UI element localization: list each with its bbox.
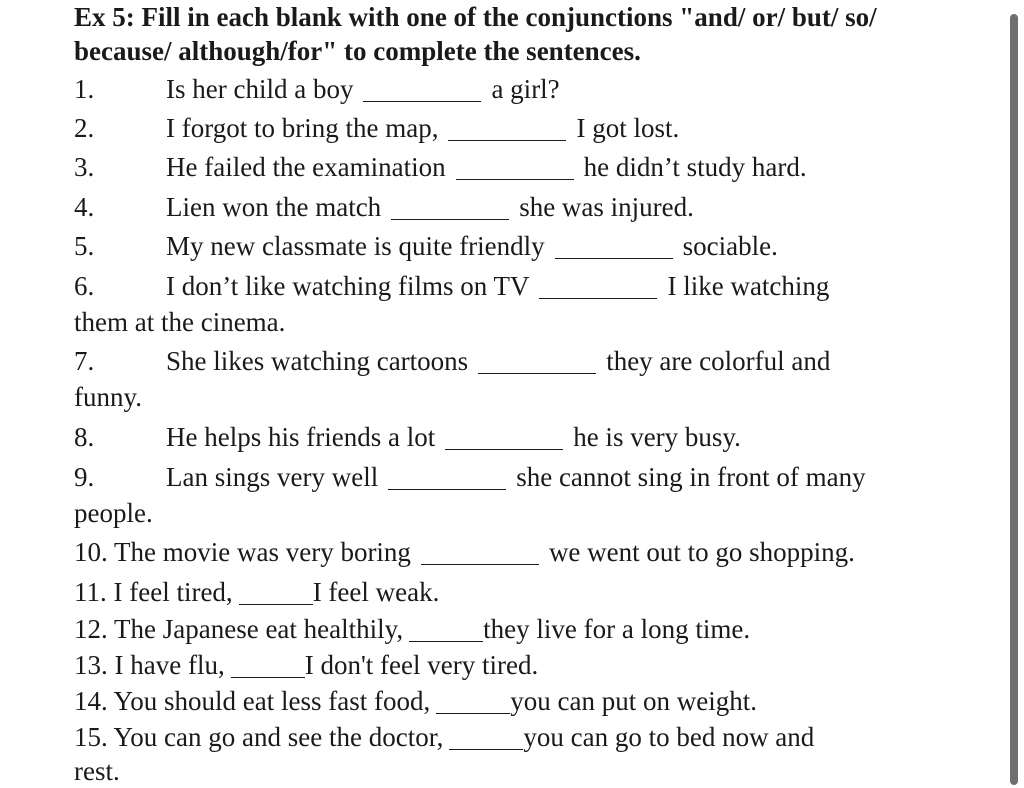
list-item [74,229,950,263]
item-text-before: I have flu, [114,650,225,680]
list-item [74,535,950,569]
list-item [74,190,950,224]
item-number: 7. [74,346,95,376]
list-item [74,720,950,754]
answer-blank[interactable] [391,195,509,220]
item-text-before: The movie was very boring [114,537,411,567]
answer-blank[interactable] [409,617,483,642]
item-number: 8. [74,422,95,452]
item-text-after: a girl? [491,74,560,104]
item-text-after: I got lost. [576,113,680,143]
item-continuation: rest. [74,756,120,786]
answer-blank[interactable] [388,465,506,490]
item-text-after: she was injured. [519,192,694,222]
item-text-before: Is her child a boy [166,74,354,104]
item-text-before: She likes watching cartoons [166,346,469,376]
item-number: 5. [74,231,95,261]
item-text-before: My new classmate is quite friendly [166,231,545,261]
item-number: 12. [74,614,108,644]
item-number: 6. [74,271,95,301]
item-text-after: she cannot sing in front of many [516,462,866,492]
item-number: 9. [74,462,95,492]
item-text-after: they live for a long time. [483,614,751,644]
item-text-before: He failed the examination [166,152,446,182]
item-text-before: Lan sings very well [166,462,379,492]
answer-blank[interactable] [363,77,481,102]
item-text-before: I don’t like watching films on TV [166,271,530,301]
answer-blank[interactable] [231,653,305,678]
answer-blank[interactable] [436,689,510,714]
item-continuation: them at the cinema. [74,307,286,337]
answer-blank[interactable] [449,725,523,750]
item-text-after: they are colorful and [606,346,831,376]
item-number: 11. [74,577,107,607]
item-text-after: sociable. [682,231,778,261]
list-item [74,150,950,184]
answer-blank[interactable] [478,349,596,374]
answer-blank[interactable] [448,116,566,141]
list-item [74,648,950,682]
item-text-before: I forgot to bring the map, [166,113,439,143]
item-text-after: you can go to bed now and [523,722,815,752]
answer-blank[interactable] [239,580,313,605]
item-text-after: I like watching [667,271,830,301]
item-text-after: I don't feel very tired. [304,650,539,680]
list-item [74,269,950,303]
answer-blank[interactable] [539,274,657,299]
item-number: 15. [74,722,108,752]
item-text-before: I feel tired, [113,577,233,607]
item-continuation: funny. [74,382,142,412]
item-number: 1. [74,74,95,104]
item-number: 13. [74,650,108,680]
item-number: 14. [74,686,108,716]
item-number: 4. [74,192,95,222]
list-item [74,72,950,106]
list-item [74,460,950,494]
item-continuation: people. [74,498,153,528]
item-text-after: I feel weak. [312,577,440,607]
scrollbar[interactable] [1010,14,1018,785]
list-item [74,344,950,378]
item-text-before: He helps his friends a lot [166,422,436,452]
item-text-before: You can go and see the doctor, [113,722,444,752]
list-item [74,420,950,454]
item-text-after: he didn’t study hard. [583,152,807,182]
item-text-before: You should eat less fast food, [113,686,431,716]
answer-blank[interactable] [445,425,563,450]
list-item [74,684,950,718]
exercise-title: Ex 5: Fill in each blank with one of the conjunctions "and/ or/ but/ so/ because/ although/for" to complete the sentences. [74,2,877,66]
item-number: 3. [74,152,95,182]
answer-blank[interactable] [555,234,673,259]
item-text-before: The Japanese eat healthily, [114,614,404,644]
item-text-before: Lien won the match [166,192,382,222]
list-item [74,612,950,646]
item-text-after: he is very busy. [573,422,741,452]
item-text-after: you can put on weight. [510,686,757,716]
item-number: 2. [74,113,95,143]
item-number: 10. [74,537,108,567]
list-item [74,575,950,609]
answer-blank[interactable] [456,155,574,180]
answer-blank[interactable] [421,540,539,565]
list-item [74,111,950,145]
item-text-after: we went out to go shopping. [548,537,855,567]
